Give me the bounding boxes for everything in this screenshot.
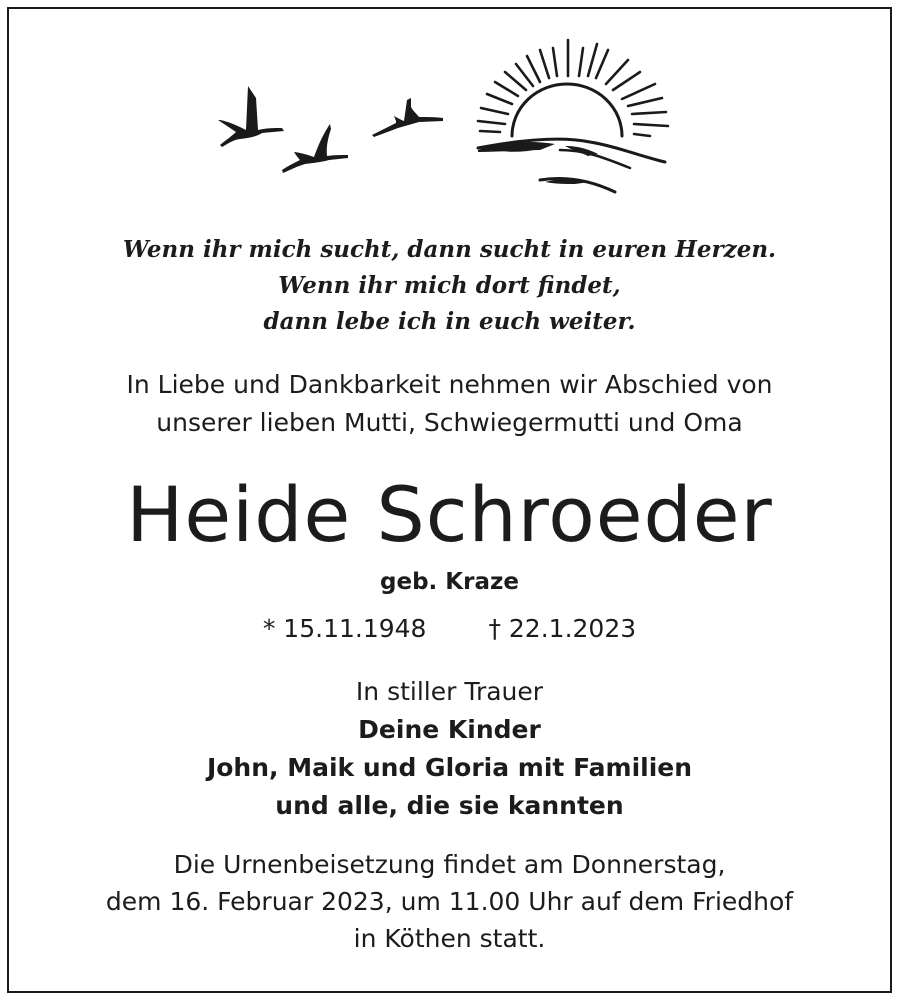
intro-line: unserer lieben Mutti, Schwiegermutti und Oma xyxy=(156,408,743,437)
burial-line: dem 16. Februar 2023, um 11.00 Uhr auf dem Friedhof xyxy=(105,887,794,916)
intro-text xyxy=(0,366,899,442)
intro-line: In Liebe und Dankbarkeit nehmen wir Abschied von xyxy=(126,370,773,399)
mourners-intro: In stiller Trauer xyxy=(355,677,544,706)
burial-notice xyxy=(0,846,899,957)
quote-line: Wenn ihr mich dort findet, xyxy=(278,272,621,299)
bird-icon xyxy=(218,86,284,147)
life-dates xyxy=(0,611,899,647)
mourner-line: und alle, die sie kannten xyxy=(275,791,624,820)
birth-date: * 15.11.1948 xyxy=(262,614,427,643)
burial-line: in Köthen statt. xyxy=(353,924,546,953)
mourners xyxy=(0,673,899,825)
birth-name: geb. Kraze xyxy=(380,569,519,595)
quote-line: Wenn ihr mich sucht, dann sucht in euren Herzen. xyxy=(122,236,777,263)
mourner-line: John, Maik und Gloria mit Familien xyxy=(206,753,693,782)
illustration xyxy=(0,0,899,210)
sunset-icon xyxy=(478,40,668,192)
bird-icon xyxy=(282,124,348,173)
bird-icon xyxy=(372,98,443,137)
deceased-name: Heide Schroeder xyxy=(126,470,773,559)
mourner-line: Deine Kinder xyxy=(358,715,541,744)
quote xyxy=(0,232,899,340)
death-date: † 22.1.2023 xyxy=(488,614,637,643)
quote-line: dann lebe ich in euch weiter. xyxy=(263,308,636,335)
burial-line: Die Urnenbeisetzung findet am Donnerstag, xyxy=(173,850,726,879)
